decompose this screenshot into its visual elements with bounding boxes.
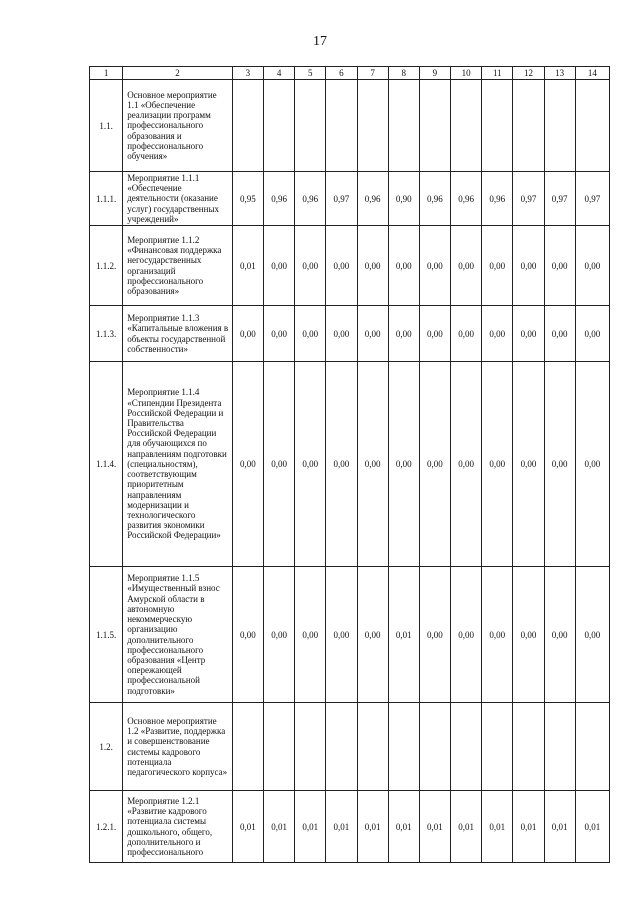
- table-cell: 0,00: [326, 306, 357, 362]
- table-cell: [451, 703, 482, 791]
- table-cell: 0,01: [419, 791, 450, 863]
- table-cell: 0,01: [388, 791, 419, 863]
- table-cell: 0,96: [451, 172, 482, 226]
- column-header: 2: [123, 67, 233, 80]
- table-cell: 0,00: [357, 567, 388, 703]
- table-cell: 0,01: [295, 791, 326, 863]
- table-cell: 0,00: [451, 226, 482, 306]
- table-cell: 0,00: [513, 362, 544, 567]
- table-cell: 0,01: [482, 791, 513, 863]
- table-cell: [295, 703, 326, 791]
- table-cell: 0,01: [544, 791, 575, 863]
- table-cell: 0,00: [263, 306, 294, 362]
- table-cell: 0,00: [419, 362, 450, 567]
- column-header: 4: [263, 67, 294, 80]
- column-header: 3: [232, 67, 263, 80]
- column-header: 10: [451, 67, 482, 80]
- column-header: 13: [544, 67, 575, 80]
- table-cell: [544, 80, 575, 172]
- table-cell: [232, 80, 263, 172]
- table-cell: 0,00: [482, 567, 513, 703]
- table-cell: [357, 703, 388, 791]
- table-cell: 0,95: [232, 172, 263, 226]
- column-header: 6: [326, 67, 357, 80]
- table-cell: 0,00: [575, 306, 609, 362]
- table-row: [90, 791, 610, 863]
- table-cell: 0,00: [544, 306, 575, 362]
- table-cell: 0,00: [575, 567, 609, 703]
- table-cell: 0,01: [232, 791, 263, 863]
- table-cell: 0,00: [388, 226, 419, 306]
- table-cell: [419, 80, 450, 172]
- table-cell: 0,96: [357, 172, 388, 226]
- table-cell: 0,00: [451, 567, 482, 703]
- table-cell: [295, 80, 326, 172]
- table-cell: [326, 80, 357, 172]
- table-cell: 0,00: [513, 567, 544, 703]
- table-cell: [357, 80, 388, 172]
- table-cell: [388, 80, 419, 172]
- table-cell: [232, 703, 263, 791]
- table-cell: 0,96: [295, 172, 326, 226]
- table-cell: 0,00: [357, 306, 388, 362]
- table-cell: 0,00: [295, 306, 326, 362]
- row-code: 1.1.3.: [90, 306, 123, 362]
- table-cell: 0,00: [326, 362, 357, 567]
- table-cell: 0,00: [326, 567, 357, 703]
- table-cell: 0,00: [388, 362, 419, 567]
- table-cell: 0,00: [544, 226, 575, 306]
- table-cell: 0,00: [295, 226, 326, 306]
- table-cell: [263, 703, 294, 791]
- row-description: Мероприятие 1.1.2 «Финансовая поддержка негосударственных организаций профессионального образования»: [123, 226, 233, 306]
- table-cell: 0,00: [326, 226, 357, 306]
- table-cell: 0,00: [482, 362, 513, 567]
- table-cell: [482, 703, 513, 791]
- column-header: 1: [90, 67, 123, 80]
- row-code: 1.1.5.: [90, 567, 123, 703]
- table-cell: [544, 703, 575, 791]
- column-header: 8: [388, 67, 419, 80]
- table-cell: [575, 80, 609, 172]
- table-cell: 0,01: [451, 791, 482, 863]
- header-row: [90, 67, 610, 80]
- table-cell: 0,01: [232, 226, 263, 306]
- table-cell: 0,00: [263, 567, 294, 703]
- table-cell: 0,00: [544, 362, 575, 567]
- row-code: 1.2.: [90, 703, 123, 791]
- table-cell: 0,00: [263, 362, 294, 567]
- row-description: Мероприятие 1.1.1 «Обеспечение деятельности (оказание услуг) государственных учреждений»: [123, 172, 233, 226]
- table-cell: 0,00: [357, 226, 388, 306]
- table-row: [90, 172, 610, 226]
- table-row: [90, 226, 610, 306]
- table-cell: 0,01: [575, 791, 609, 863]
- table-cell: 0,00: [513, 306, 544, 362]
- table-cell: 0,00: [575, 226, 609, 306]
- table-cell: 0,97: [575, 172, 609, 226]
- table-cell: 0,96: [482, 172, 513, 226]
- table-cell: 0,00: [575, 362, 609, 567]
- table-cell: [419, 703, 450, 791]
- table-cell: 0,01: [513, 791, 544, 863]
- column-header: 11: [482, 67, 513, 80]
- table-cell: 0,00: [451, 362, 482, 567]
- table-cell: 0,96: [263, 172, 294, 226]
- column-header: 12: [513, 67, 544, 80]
- column-header: 7: [357, 67, 388, 80]
- column-header: 5: [295, 67, 326, 80]
- table-cell: [263, 80, 294, 172]
- table-cell: 0,00: [232, 306, 263, 362]
- page-number: 17: [313, 34, 327, 49]
- table-cell: 0,00: [295, 362, 326, 567]
- table-row: [90, 703, 610, 791]
- indicator-table: [89, 66, 610, 863]
- table-cell: 0,90: [388, 172, 419, 226]
- row-code: 1.1.1.: [90, 172, 123, 226]
- table-cell: 0,00: [357, 362, 388, 567]
- row-description: Основное мероприятие 1.2 «Развитие, поддержка и совершенствование системы кадрового потенциала педагогического корпуса»: [123, 703, 233, 791]
- table-cell: 0,00: [419, 226, 450, 306]
- table-cell: 0,00: [388, 306, 419, 362]
- row-description: Мероприятие 1.1.3 «Капитальные вложения в объекты государственной собственности»: [123, 306, 233, 362]
- row-code: 1.2.1.: [90, 791, 123, 863]
- row-description: Мероприятие 1.1.5 «Имущественный взнос Амурской области в автономную некоммерческую организацию дополнительного профессионального образования «Центр опережающей профессиональной подготовки»: [123, 567, 233, 703]
- table-cell: 0,00: [295, 567, 326, 703]
- table-cell: 0,01: [263, 791, 294, 863]
- row-code: 1.1.4.: [90, 362, 123, 567]
- table-cell: 0,00: [232, 567, 263, 703]
- table-cell: 0,01: [388, 567, 419, 703]
- table-cell: 0,00: [482, 226, 513, 306]
- column-header: 9: [419, 67, 450, 80]
- table-cell: 0,00: [513, 226, 544, 306]
- table-cell: 0,97: [544, 172, 575, 226]
- table-cell: 0,01: [326, 791, 357, 863]
- table-cell: [388, 703, 419, 791]
- table-cell: [575, 703, 609, 791]
- row-code: 1.1.2.: [90, 226, 123, 306]
- table-cell: [326, 703, 357, 791]
- table-row: [90, 80, 610, 172]
- table-cell: 0,00: [544, 567, 575, 703]
- row-description: Основное мероприятие 1.1 «Обеспечение реализации программ профессионального образования и профессионального обучения»: [123, 80, 233, 172]
- table-cell: 0,00: [451, 306, 482, 362]
- row-code: 1.1.: [90, 80, 123, 172]
- table-cell: 0,00: [263, 226, 294, 306]
- table-row: [90, 567, 610, 703]
- table-cell: 0,00: [419, 567, 450, 703]
- table-cell: 0,96: [419, 172, 450, 226]
- table-cell: 0,97: [326, 172, 357, 226]
- table-cell: [513, 703, 544, 791]
- table-cell: 0,00: [419, 306, 450, 362]
- table-cell: 0,00: [482, 306, 513, 362]
- table-row: [90, 306, 610, 362]
- column-header: 14: [575, 67, 609, 80]
- table-cell: 0,00: [232, 362, 263, 567]
- table-cell: [451, 80, 482, 172]
- table-cell: [513, 80, 544, 172]
- row-description: Мероприятие 1.1.4 «Стипендии Президента Российской Федерации и Правительства Российской Федерации для обучающихся по направлениям подготовки (специальностям), соответствующим приоритетным направлениям модернизации и технологического развития экономики Российской Федерации»: [123, 362, 233, 567]
- table-cell: [482, 80, 513, 172]
- table-cell: 0,01: [357, 791, 388, 863]
- table-cell: 0,97: [513, 172, 544, 226]
- row-description: Мероприятие 1.2.1 «Развитие кадрового потенциала системы дошкольного, общего, дополнительного и профессионального: [123, 791, 233, 863]
- table-row: [90, 362, 610, 567]
